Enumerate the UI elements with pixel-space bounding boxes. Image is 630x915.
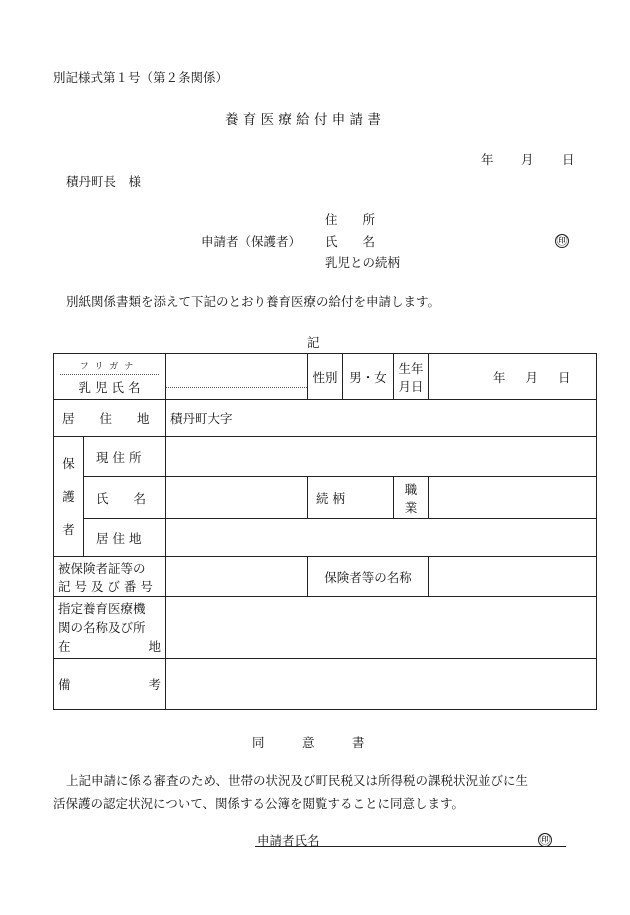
statement: 別紙関係書類を添えて下記のとおり養育医療の給付を申請します。 bbox=[66, 294, 441, 309]
institution-field[interactable] bbox=[166, 597, 597, 659]
date-year: 年 bbox=[481, 152, 494, 167]
remarks-label: 備 考 bbox=[54, 659, 166, 710]
guardian-label: 保 護 者 bbox=[54, 437, 84, 557]
applicant-address-label: 住 所 bbox=[325, 212, 376, 227]
sex-label: 性別 bbox=[308, 354, 343, 400]
birthdate-field[interactable]: 年 月 日 bbox=[429, 354, 597, 400]
residence-label: 居 住 地 bbox=[54, 400, 166, 437]
ki-label: 記 bbox=[307, 335, 320, 350]
guardian-name-label: 氏 名 bbox=[84, 477, 166, 519]
infant-name-label-cell bbox=[54, 354, 166, 400]
addressee: 積丹町長 様 bbox=[66, 174, 142, 189]
application-table bbox=[53, 353, 597, 710]
insurer-name-field[interactable] bbox=[429, 557, 597, 597]
current-address-field[interactable] bbox=[166, 437, 597, 477]
date-month: 月 bbox=[521, 152, 534, 167]
sex-field[interactable]: 男・女 bbox=[343, 354, 394, 400]
relation-label: 続 柄 bbox=[316, 490, 345, 506]
consent-text-line-1: 上記申請に係る審査のため、世帯の状況及び町民税又は所得税の課税状況並びに生 bbox=[66, 773, 529, 788]
signature-seal-icon: ㊞ bbox=[539, 833, 551, 846]
remarks-field[interactable] bbox=[166, 659, 597, 710]
consent-text-line-2: 活保護の認定状況について、関係する公簿を閲覧することに同意します。 bbox=[53, 796, 465, 811]
residence-field[interactable]: 積丹町大字 bbox=[166, 400, 597, 437]
guardian-residence-label: 居 住 地 bbox=[84, 519, 166, 557]
page-title: 養 育 医 療 給 付 申 請 書 bbox=[225, 112, 381, 128]
guardian-name-field[interactable] bbox=[166, 477, 308, 519]
occupation-label: 職 業 bbox=[394, 477, 429, 519]
infant-name-field[interactable] bbox=[166, 354, 308, 400]
insurance-number-label: 被保険者証等の 記 号 及 び 番 号 bbox=[54, 557, 166, 597]
signature-label: 申請者氏名 bbox=[257, 833, 320, 848]
institution-label: 指定養育医療機 関の名称及び所 在 地 bbox=[54, 597, 166, 659]
applicant-relation-label: 乳児との続柄 bbox=[325, 255, 401, 270]
current-address-label: 現 住 所 bbox=[84, 437, 166, 477]
signature-line[interactable] bbox=[255, 846, 566, 847]
occupation-field[interactable] bbox=[429, 477, 597, 519]
applicant-label: 申請者（保護者） bbox=[201, 234, 302, 249]
furigana-label: フリガナ bbox=[79, 362, 140, 372]
guardian-residence-field[interactable] bbox=[166, 519, 597, 557]
date-day: 日 bbox=[562, 152, 575, 167]
insurer-name-label: 保険者等の名称 bbox=[308, 557, 429, 597]
relation-cell[interactable] bbox=[308, 477, 394, 519]
consent-title: 同 意 書 bbox=[252, 735, 365, 750]
applicant-name-label: 氏 名 bbox=[325, 234, 376, 249]
birthdate-label: 生年 月日 bbox=[394, 354, 429, 400]
form-number: 別記様式第１号（第２条関係） bbox=[53, 70, 229, 85]
insurance-number-field[interactable] bbox=[166, 557, 308, 597]
infant-name-label: 乳 児 氏 名 bbox=[78, 380, 141, 395]
applicant-seal-icon: ㊞ bbox=[556, 234, 568, 247]
